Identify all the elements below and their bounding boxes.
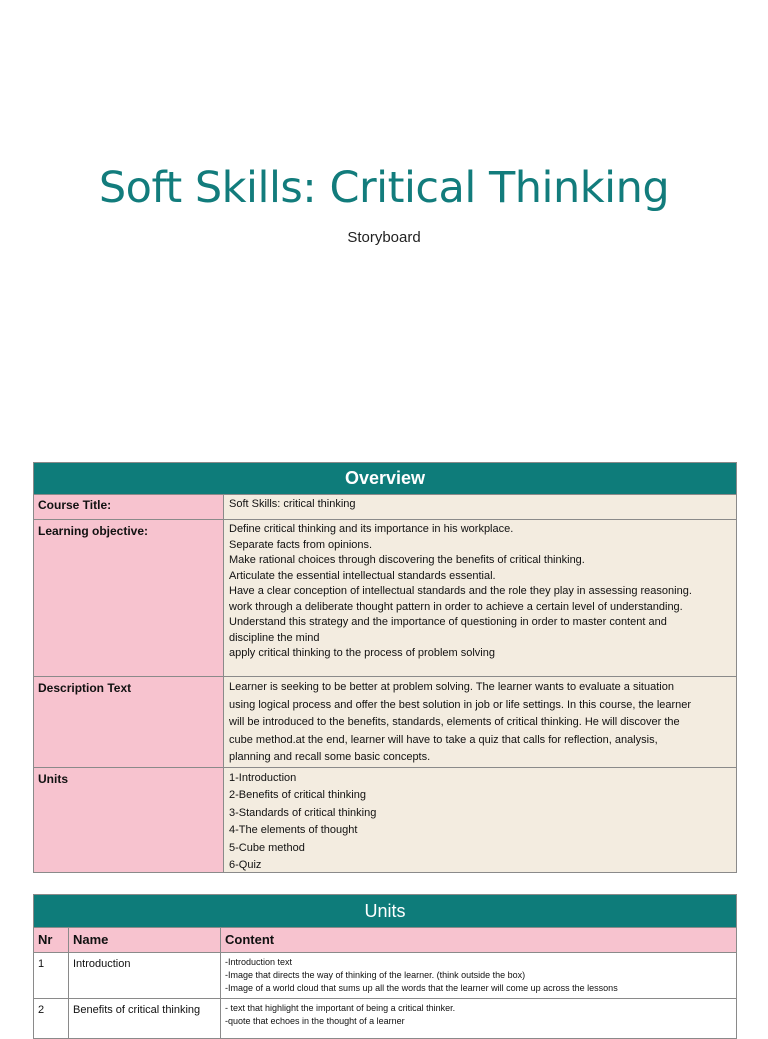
document-subtitle: Storyboard: [347, 229, 421, 246]
unit-item: 1-Introduction: [229, 771, 297, 784]
column-header-content: Content: [221, 928, 737, 953]
content-line: -Introduction text: [225, 957, 293, 967]
row-nr: 1: [34, 953, 69, 999]
unit-item: 6-Quiz: [229, 859, 262, 871]
document-title: Soft Skills: Critical Thinking: [98, 163, 670, 213]
content-line: -Image that directs the way of thinking of the learner. (think outside the box): [225, 970, 526, 980]
objective-line: apply critical thinking to the process of problem solving: [229, 647, 495, 659]
units-list: [224, 767, 737, 872]
content-line: -Image of a world cloud that sums up all the words that the learner will come up across the lessons: [225, 983, 618, 993]
description-line: will be introduced to the benefits, standards, elements of critical thinking. He will discover the: [229, 716, 680, 728]
column-header-nr: Nr: [34, 928, 69, 953]
unit-item: 3-Standards of critical thinking: [229, 806, 377, 819]
description-text: [224, 677, 737, 768]
objective-line: Make rational choices through discovering the benefits of critical thinking.: [229, 554, 585, 566]
objective-line: Separate facts from opinions.: [229, 538, 373, 551]
content-line: -quote that echoes in the thought of a learner: [225, 1016, 405, 1026]
overview-header: Overview: [34, 463, 737, 495]
unit-item: 2-Benefits of critical thinking: [229, 789, 366, 801]
description-line: planning and recall some basic concepts.: [229, 751, 431, 763]
objective-line: Have a clear conception of intellectual standards and the role they play in assessing reasoning.: [229, 585, 692, 597]
description-line: cube method.at the end, learner will have to take a quiz that calls for reflection, analysis,: [229, 733, 658, 746]
table-row: [34, 999, 737, 1039]
overview-table: [33, 462, 737, 873]
row-content: [221, 953, 737, 999]
units-label: Units: [34, 767, 224, 872]
units-table-header: Units: [34, 895, 737, 928]
units-table: [33, 894, 737, 1039]
content-line: - text that highlight the important of being a critical thinker.: [225, 1003, 456, 1013]
learning-objective-label: Learning objective:: [34, 520, 224, 677]
row-content: [221, 999, 737, 1039]
description-label: Description Text: [34, 677, 224, 768]
unit-item: 5-Cube method: [229, 841, 305, 854]
row-name: Benefits of critical thinking: [69, 999, 221, 1039]
course-title-label: Course Title:: [34, 495, 224, 520]
objective-line: Understand this strategy and the importance of questioning in order to master content and: [229, 616, 667, 628]
objective-line: discipline the mind: [229, 631, 320, 644]
objective-line: Articulate the essential intellectual standards essential.: [229, 569, 496, 582]
table-row: [34, 953, 737, 999]
objective-line: Define critical thinking and its importance in his workplace.: [229, 523, 514, 535]
learning-objectives: [224, 520, 737, 677]
course-title-value: Soft Skills: critical thinking: [224, 495, 737, 520]
row-name: Introduction: [69, 953, 221, 999]
unit-item: 4-The elements of thought: [229, 824, 358, 836]
description-line: Learner is seeking to be better at problem solving. The learner wants to evaluate a situation: [229, 681, 674, 693]
row-nr: 2: [34, 999, 69, 1039]
objective-line: work through a deliberate thought pattern in order to achieve a certain level of understanding.: [229, 600, 683, 613]
description-line: using logical process and offer the best solution in job or life settings. In this course, the learner: [229, 698, 692, 711]
column-header-name: Name: [69, 928, 221, 953]
